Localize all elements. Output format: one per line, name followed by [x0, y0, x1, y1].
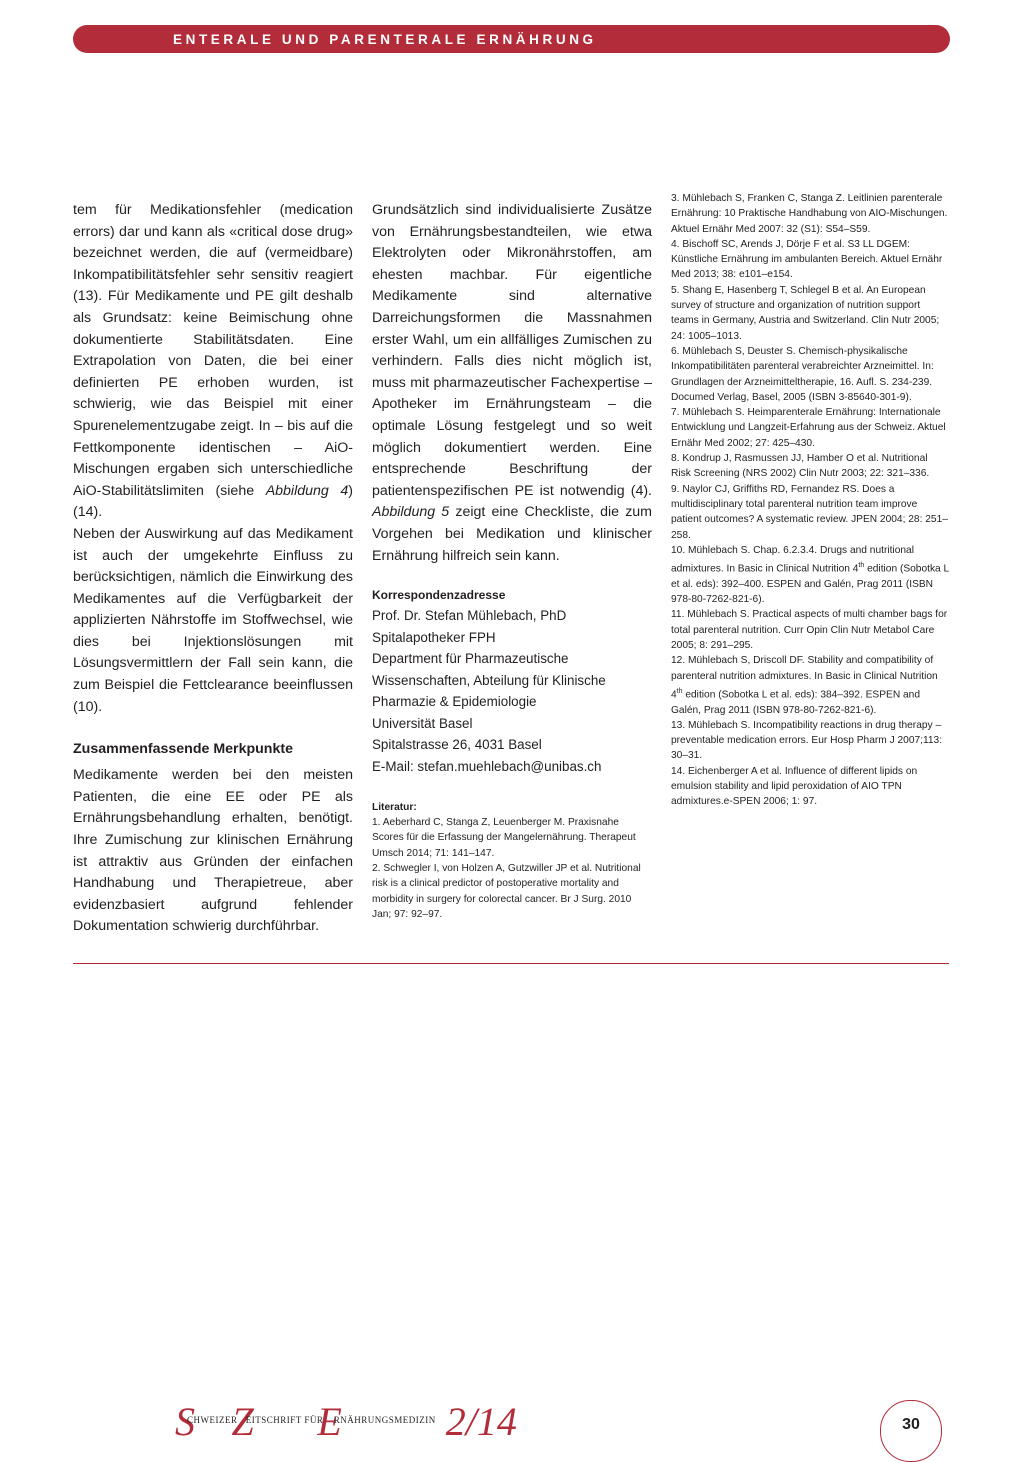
reference-item: 14. Eichenberger A et al. Influence of different lipids on emulsion stability and lipid peroxidation of AIO TPN admixtures.e-SPEN 2006; 1: 97.: [671, 765, 918, 808]
figure-reference: Abbildung 4: [265, 482, 349, 499]
paragraph: [372, 200, 652, 567]
header-bar: [73, 25, 950, 53]
reference-item: 6. Mühlebach S, Deuster S. Chemisch-physikalische Inkompatibilitäten parenteral verabreichter Arzneimittel. In: Grundlagen der Arzneimitteltherapie, 16. Aufl. S. 234-239. Documed Verlag, Basel, 2005 (ISBN 3-85640-301-9).: [671, 345, 934, 403]
paragraph: Neben der Auswirkung auf das Medikament ist auch der umgekehrte Einfluss zu berücksichtigen, nämlich die Einwirkung des Medikamentes auf die Verfügbarkeit der applizierten Nährstoffe im Stoffwechsel, wie dies bei Injektionslösungen mit Lösungsvermittlern der Fall sein kann, die zum Beispiel die Fettclearance beeinflussen (10).: [73, 525, 353, 715]
reference-item: 3. Mühlebach S, Franken C, Stanga Z. Leitlinien parenterale Ernährung: 10 Praktische Handhabung von AIO-Mischungen. Aktuel Ernähr Med 2007: 32 (S1): S54–S59.: [671, 193, 948, 235]
text-run: tem für Medikationsfehler (medication errors) dar und kann als «critical dose drug» bezeichnet werden, die auf (vermeidbare) Inkompatibilitätsfehler sehr sensitiv reagiert (13). Für Medikamente und PE gilt deshalb als Grundsatz: keine Beimischung ohne dokumentierte Stabilitätsdaten. Eine Extrapolation von Daten, die bei einer definierten PE erhoben wurden, ist schwierig, wie das Beispiel mit einer Spurenelementzugabe zeigt. In – bis auf die Fettkomponente identischen – AiO-Mischungen ergaben sich unterschiedliche AiO-Stabilitätslimiten (siehe: [73, 202, 353, 499]
literature-heading: Literatur:: [372, 802, 417, 814]
journal-logo: [175, 1398, 517, 1442]
paragraph: Medikamente werden bei den meisten Patienten, die eine EE oder PE als Ernährungsbehandlung erhalten, benötigt. Ihre Zumischung zur klinischen Ernährung ist attraktiv aus Gründen der einfachen Handhabung und Therapietreue, aber evidenzbasiert aufgrund fehlender Dokumentation schwierig durchführbar.: [73, 767, 353, 935]
logo-word: RNÄHRUNGSMEDIZIN: [333, 1415, 436, 1425]
text-run: ) (14).: [73, 482, 353, 521]
section-title: ENTERALE UND PARENTERALE ERNÄHRUNG: [173, 32, 597, 47]
address-line: Spitalstrasse 26, 4031 Basel: [372, 737, 542, 753]
column-2: [372, 200, 652, 922]
issue-number: 2/14: [445, 1399, 517, 1444]
page-number: 30: [880, 1400, 942, 1462]
logo-letter: E: [317, 1399, 342, 1444]
reference-item: 5. Shang E, Hasenberg T, Schlegel B et al. An European survey of structure and organization of nutrition support teams in Germany, Austria and Switzerland. Clin Nutr 2005; 24: 1005–1013.: [671, 284, 940, 342]
correspondence-heading: Korrespondenzadresse: [372, 588, 506, 603]
reference-item: 9. Naylor CJ, Griffiths RD, Fernandez RS. Does a multidisciplinary total parenteral nutrition team improve patient outcomes? A systematic review. JPEN 2004; 28: 251–258.: [671, 483, 948, 541]
logo-letter: Z: [231, 1399, 254, 1444]
column-1: [73, 200, 353, 938]
text-run: edition (Sobotka L et al. eds): 384–392. ESPEN and Galén, Prag 2011 (ISBN 978-80-7262-821-6).: [671, 689, 921, 716]
address-line: Universität Basel: [372, 715, 473, 731]
section-heading: Zusammenfassende Merkpunkte: [73, 741, 293, 758]
reference-item: 1. Aeberhard C, Stanga Z, Leuenberger M. Praxisnahe Scores für die Erfassung der Mangelernährung. Therapeut Umsch 2014; 71: 141–147.: [372, 817, 636, 859]
text-run: edition (Sobotka L et al. eds): 392–400. ESPEN and Galén, Prag 2011 (ISBN 978-80-7262-821-6).: [671, 563, 949, 606]
reference-item: 7. Mühlebach S. Heimparenterale Ernährung: Internationale Entwicklung und Langzeit-Erfahrung aus der Schweiz. Aktuel Ernähr Med 2002; 27: 425–430.: [671, 407, 946, 449]
text-run: 10. Mühlebach S. Chap. 6.2.3.4. Drugs and nutritional admixtures. In Basic in Clinical Nutrition 4: [671, 544, 914, 575]
text-run: 12. Mühlebach S, Driscoll DF. Stability and compatibility of parenteral nutrition admixtures. In Basic in Clinical Nutrition 4: [671, 655, 938, 701]
reference-item: 2. Schwegler I, von Holzen A, Gutzwiller JP et al. Nutritional risk is a clinical predictor of postoperative mortality and morbidity in surgery for colorectal cancer. Br J Surg. 2010 Jan; 97: 92–97.: [372, 862, 641, 920]
address-line: Spitalapotheker FPH: [372, 629, 496, 645]
divider: [73, 963, 949, 964]
text-run: Grundsätzlich sind individualisierte Zusätze von Ernährungsbestandteilen, wie etwa Elektrolyten oder Mikronährstoffen, am ehesten machbar. Für eigentliche Medikamente sind alternative Darreichungsformen die Massnahmen erster Wahl, um ein allfälliges Zumischen zu verhindern. Falls dies nicht möglich ist, muss mit pharmazeutischer Fachexpertise – Apotheker im Ernährungsteam – die optimale Lösung festgelegt und so weit möglich dokumentiert werden. Eine entsprechende Beschriftung der patientenspezifischen PE ist notwendig (4).: [372, 202, 652, 499]
reference-item: 8. Kondrup J, Rasmussen JJ, Hamber O et al. Nutritional Risk Screening (NRS 2002) Clin Nutr 2003; 22: 321–336.: [671, 453, 930, 480]
paragraph: [73, 200, 353, 524]
address-line: Pharmazie & Epidemiologie: [372, 694, 537, 710]
reference-item: 11. Mühlebach S. Practical aspects of multi chamber bags for total parenteral nutrition. Curr Opin Clin Nutr Metabol Care 2005; 8: 291–295.: [671, 609, 948, 651]
logo-word: EITSCHRIFT FÜR: [245, 1415, 324, 1425]
reference-item: 13. Mühlebach S. Incompatibility reactions in drug therapy – preventable medication errors. Eur Hosp Pharm J 2007;113: 30–31.: [671, 719, 943, 762]
address-line: Prof. Dr. Stefan Mühlebach, PhD: [372, 608, 567, 624]
address-line: Department für Pharmazeutische: [372, 651, 569, 667]
email-link[interactable]: E-Mail: stefan.muehlebach@unibas.ch: [372, 758, 602, 774]
column-3: [671, 191, 950, 810]
address-line: Wissenschaften, Abteilung für Klinische: [372, 672, 606, 688]
superscript: th: [676, 687, 683, 695]
superscript: th: [858, 562, 865, 570]
logo-letter: S: [175, 1399, 195, 1444]
reference-item: [671, 653, 950, 718]
text-run: zeigt eine Checkliste, die zum Vorgehen bei Medikation und klinischer Ernährung hilfreich sein kann.: [372, 504, 652, 564]
reference-item: 4. Bischoff SC, Arends J, Dörje F et al. S3 LL DGEM: Künstliche Ernährung im ambulanten Bereich. Aktuel Ernähr Med 2013; 38: e101–e154.: [671, 238, 943, 281]
logo-word: CHWEIZER: [187, 1415, 238, 1425]
reference-item: [671, 543, 950, 608]
figure-reference: Abbildung 5: [372, 504, 450, 521]
